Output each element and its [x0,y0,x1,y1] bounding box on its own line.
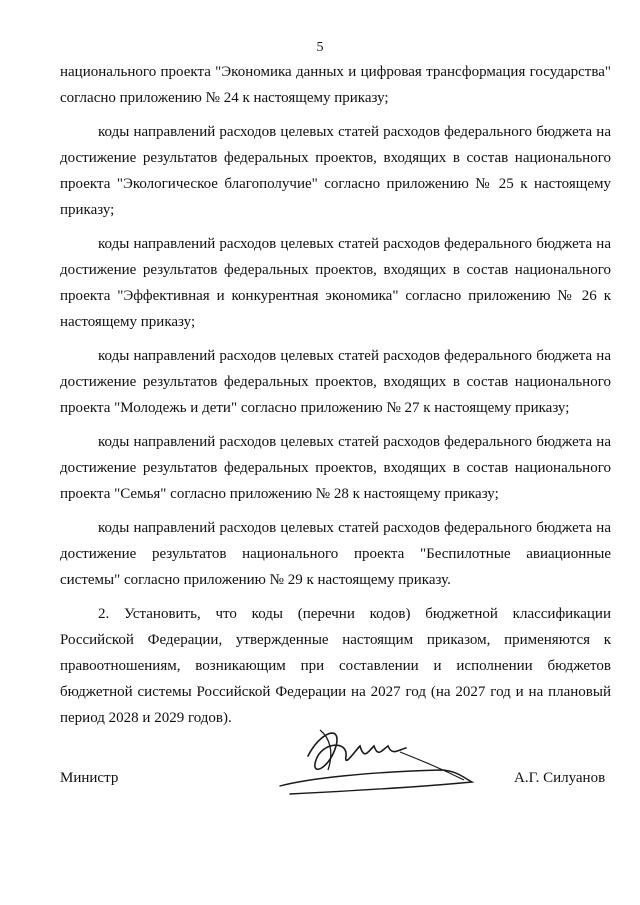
paragraph-ecology-codes: коды направлений расходов целевых статей расходов федерального бюджета на достижение результатов федеральных проектов, входящих в состав национального проекта "Экологическое благополучие" согласно приложению № 25 к настоящему приказу; [60,124,611,218]
paragraph-uav-codes: коды направлений расходов целевых статей расходов федерального бюджета на достижение результатов национального проекта "Беспилотные авиационные системы" согласно приложению № 29 к настоящему приказу. [60,520,611,588]
handwritten-signature [250,712,490,802]
document-body [60,59,611,739]
page-number: 5 [316,40,324,55]
signatory-position: Министр [60,770,119,786]
paragraph-economy-codes: коды направлений расходов целевых статей расходов федерального бюджета на достижение результатов федеральных проектов, входящих в состав национального проекта "Эффективная и конкурентная экономика" согласно приложению № 26 к настоящему приказу; [60,236,611,330]
signatory-name: А.Г. Силуанов [514,770,606,786]
paragraph-youth-codes: коды направлений расходов целевых статей расходов федерального бюджета на достижение результатов федеральных проектов, входящих в состав национального проекта "Молодежь и дети" согласно приложению № 27 к настоящему приказу; [60,348,611,416]
paragraph-clause-2: 2. Установить, что коды (перечни кодов) бюджетной классификации Российской Федерации, утвержденные настоящим приказом, применяются к правоотношениям, возникающим при составлении и исполнении бюджетов бюджетной системы Российской Федерации на 2027 год (на 2027 год и на плановый период 2028 и 2029 годов). [60,606,611,726]
paragraph-continuation: национального проекта "Экономика данных и цифровая трансформация государства" согласно приложению № 24 к настоящему приказу; [60,64,611,106]
paragraph-family-codes: коды направлений расходов целевых статей расходов федерального бюджета на достижение результатов федеральных проектов, входящих в состав национального проекта "Семья" согласно приложению № 28 к настоящему приказу; [60,434,611,502]
